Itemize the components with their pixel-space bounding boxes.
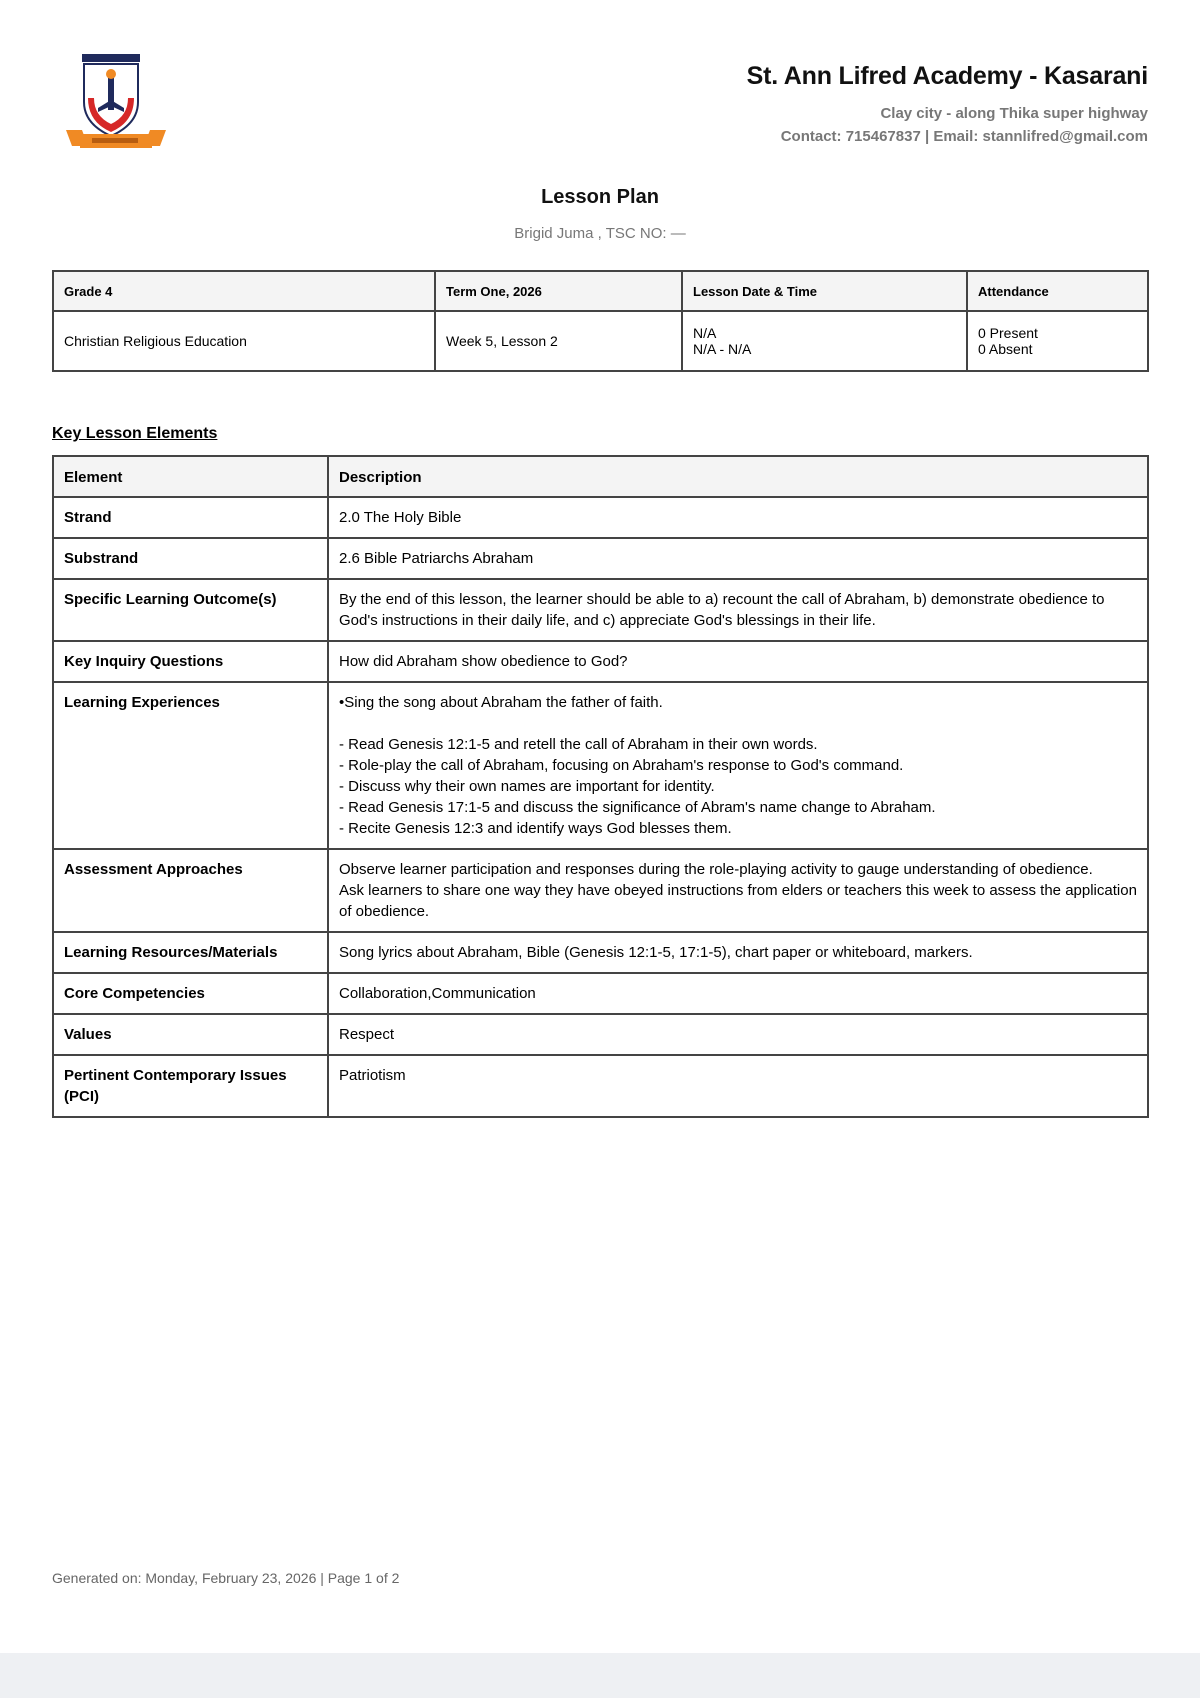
line-spacer [339,713,1137,734]
attendance-present: 0 Present [978,325,1038,341]
element-cell: Learning Experiences [53,682,328,849]
description-cell [328,849,1148,932]
viewer-background [0,1653,1200,1698]
description-line: Ask learners to share one way they have obeyed instructions from elders or teachers this week to assess the application of obedience. [339,882,1137,920]
description-line: By the end of this lesson, the learner should be able to a) recount the call of Abraham, b) demonstrate obedience to God's instructions in their daily life, and c) appreciate God's blessings in their life. [339,591,1105,629]
school-name: St. Ann Lifred Academy - Kasarani [746,62,1148,90]
description-header: Description [328,456,1148,497]
table-row [53,641,1148,682]
description-line: - Recite Genesis 12:3 and identify ways God blesses them. [339,820,732,837]
school-crest-logo [62,52,170,156]
description-line: - Role-play the call of Abraham, focusing on Abraham's response to God's command. [339,757,904,774]
lesson-date: N/A [693,325,717,341]
table-row [53,497,1148,538]
table-row [53,682,1148,849]
date-time-cell [682,311,967,371]
element-cell: Learning Resources/Materials [53,932,328,973]
element-cell: Key Inquiry Questions [53,641,328,682]
element-cell: Values [53,1014,328,1055]
attendance-cell [967,311,1148,371]
description-cell [328,641,1148,682]
element-cell: Core Competencies [53,973,328,1014]
description-line: Patriotism [339,1067,406,1084]
section-title: Key Lesson Elements [52,425,218,442]
description-line: 2.6 Bible Patriarchs Abraham [339,550,534,567]
table-header-row [53,271,1148,311]
table-row [53,932,1148,973]
table-row [53,1055,1148,1117]
teacher-line: Brigid Juma , TSC NO: — [514,225,686,242]
description-cell [328,1055,1148,1117]
description-line: - Read Genesis 12:1-5 and retell the call of Abraham in their own words. [339,736,818,753]
lesson-info-table [52,270,1149,372]
term-header: Term One, 2026 [435,271,682,311]
attendance-header: Attendance [967,271,1148,311]
description-line: Observe learner participation and responses during the role-playing activity to gauge understanding of obedience. [339,861,1093,878]
table-row [53,973,1148,1014]
table-header-row [53,456,1148,497]
attendance-absent: 0 Absent [978,341,1033,357]
table-row [53,579,1148,641]
description-cell [328,682,1148,849]
description-cell [328,579,1148,641]
description-line: 2.0 The Holy Bible [339,509,462,526]
week-lesson-cell: Week 5, Lesson 2 [435,311,682,371]
school-address: Clay city - along Thika super highway [880,105,1148,122]
school-header [747,62,1148,145]
table-row [53,849,1148,932]
lesson-time: N/A - N/A [693,341,752,357]
element-cell: Pertinent Contemporary Issues (PCI) [53,1055,328,1117]
description-cell [328,538,1148,579]
grade-header: Grade 4 [53,271,435,311]
description-cell [328,1014,1148,1055]
school-contact: Contact: 715467837 | Email: stannlifred@gmail.com [780,128,1148,145]
table-row [53,538,1148,579]
page-footer: Generated on: Monday, February 23, 2026 | Page 1 of 2 [52,1570,400,1586]
description-line: Song lyrics about Abraham, Bible (Genesis 12:1-5, 17:1-5), chart paper or whiteboard, markers. [339,944,973,961]
element-cell: Specific Learning Outcome(s) [53,579,328,641]
subject-cell: Christian Religious Education [53,311,435,371]
element-header: Element [53,456,328,497]
description-line: •Sing the song about Abraham the father of faith. [339,694,663,711]
date-time-header: Lesson Date & Time [682,271,967,311]
description-line: - Read Genesis 17:1-5 and discuss the significance of Abram's name change to Abraham. [339,799,936,816]
key-lesson-elements-table [52,455,1149,1118]
description-cell [328,973,1148,1014]
element-cell: Assessment Approaches [53,849,328,932]
description-line: - Discuss why their own names are important for identity. [339,778,715,795]
element-cell: Strand [53,497,328,538]
description-cell [328,932,1148,973]
element-cell: Substrand [53,538,328,579]
page-title: Lesson Plan [541,186,659,208]
description-line: Collaboration,Communication [339,985,536,1002]
table-row [53,311,1148,371]
description-line: How did Abraham show obedience to God? [339,653,628,670]
description-cell [328,497,1148,538]
table-row [53,1014,1148,1055]
description-line: Respect [339,1026,395,1043]
